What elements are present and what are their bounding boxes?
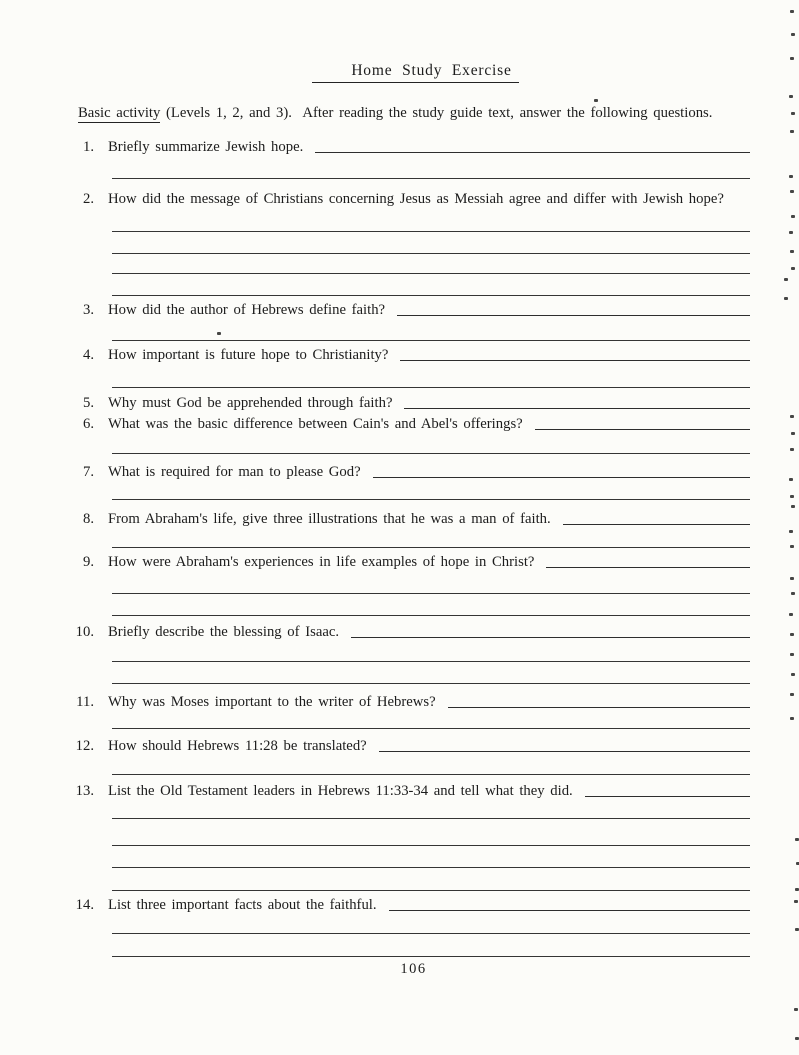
scan-speck bbox=[789, 95, 793, 98]
answer-line bbox=[112, 231, 750, 232]
scan-speck bbox=[794, 1008, 798, 1011]
question-row bbox=[72, 346, 750, 365]
scan-speck bbox=[790, 448, 794, 451]
scan-speck bbox=[789, 175, 793, 178]
question-text: Why was Moses important to the writer of Hebrews? bbox=[108, 694, 436, 710]
question-text: List the Old Testament leaders in Hebrews 11:33-34 and tell what they did. bbox=[108, 783, 573, 799]
answer-line bbox=[112, 547, 750, 548]
question-row bbox=[72, 693, 750, 712]
answer-line bbox=[112, 933, 750, 934]
scan-speck bbox=[795, 888, 799, 891]
question-number: 2. bbox=[82, 191, 94, 207]
answer-line bbox=[112, 867, 750, 868]
answer-line bbox=[373, 477, 750, 478]
page-title bbox=[0, 62, 799, 83]
scan-speck bbox=[789, 478, 793, 481]
intro-text bbox=[78, 104, 754, 123]
question-row bbox=[72, 737, 750, 756]
answer-line bbox=[112, 253, 750, 254]
scan-speck bbox=[790, 495, 794, 498]
answer-line bbox=[546, 567, 750, 568]
answer-line bbox=[315, 152, 750, 153]
answer-line bbox=[112, 956, 750, 957]
question-number: 12. bbox=[75, 738, 94, 754]
scan-speck bbox=[791, 112, 795, 115]
scan-speck bbox=[790, 10, 794, 13]
question-row bbox=[72, 394, 750, 413]
question-number: 14. bbox=[75, 897, 94, 913]
answer-line bbox=[585, 796, 750, 797]
question-text: How were Abraham's experiences in life examples of hope in Christ? bbox=[108, 554, 535, 570]
question-text: How did the message of Christians concerning Jesus as Messiah agree and differ with Jewish hope? bbox=[108, 191, 724, 207]
scan-speck bbox=[790, 130, 794, 133]
answer-line bbox=[535, 429, 750, 430]
scan-speck bbox=[790, 190, 794, 193]
question-row bbox=[72, 782, 750, 801]
question-text: List three important facts about the faithful. bbox=[108, 897, 377, 913]
question-text: How important is future hope to Christianity? bbox=[108, 347, 389, 363]
scan-speck bbox=[790, 57, 794, 60]
scan-speck bbox=[791, 505, 795, 508]
answer-line bbox=[112, 890, 750, 891]
scan-speck bbox=[791, 33, 795, 36]
answer-line bbox=[448, 707, 750, 708]
scan-speck bbox=[790, 653, 794, 656]
answer-line bbox=[112, 728, 750, 729]
question-row bbox=[72, 553, 750, 572]
question-number: 11. bbox=[76, 694, 94, 710]
question-text: Why must God be apprehended through faith? bbox=[108, 395, 393, 411]
question-text: How did the author of Hebrews define faith? bbox=[108, 302, 386, 318]
scan-speck bbox=[784, 297, 788, 300]
question-row bbox=[72, 623, 750, 642]
question-text: From Abraham's life, give three illustrations that he was a man of faith. bbox=[108, 511, 551, 527]
answer-line bbox=[112, 273, 750, 274]
scan-speck bbox=[791, 432, 795, 435]
scan-speck bbox=[789, 530, 793, 533]
answer-line bbox=[112, 661, 750, 662]
scan-speck bbox=[790, 633, 794, 636]
question-row bbox=[72, 138, 750, 157]
scan-speck bbox=[790, 415, 794, 418]
question-row bbox=[72, 510, 750, 529]
scan-speck bbox=[594, 99, 598, 102]
scan-speck bbox=[790, 717, 794, 720]
scan-speck bbox=[795, 1037, 799, 1040]
question-number: 6. bbox=[82, 416, 94, 432]
answer-line bbox=[112, 453, 750, 454]
scan-speck bbox=[217, 332, 221, 335]
answer-line bbox=[112, 818, 750, 819]
answer-line bbox=[112, 340, 750, 341]
scan-speck bbox=[784, 278, 788, 281]
scan-speck bbox=[789, 613, 793, 616]
question-row bbox=[72, 415, 750, 434]
answer-line bbox=[112, 178, 750, 179]
question-number: 13. bbox=[75, 783, 94, 799]
scan-speck bbox=[790, 577, 794, 580]
scan-speck bbox=[791, 267, 795, 270]
question-text: Briefly describe the blessing of Isaac. bbox=[108, 624, 340, 640]
question-text: Briefly summarize Jewish hope. bbox=[108, 139, 304, 155]
intro-rest: (Levels 1, 2, and 3). After reading the study guide text, answer the following questions. bbox=[160, 105, 713, 121]
answer-line bbox=[112, 615, 750, 616]
question-number: 3. bbox=[82, 302, 94, 318]
question-row bbox=[72, 463, 750, 482]
answer-line bbox=[112, 774, 750, 775]
question-text: What was the basic difference between Cain's and Abel's offerings? bbox=[108, 416, 523, 432]
question-number: 4. bbox=[82, 347, 94, 363]
answer-line bbox=[112, 845, 750, 846]
answer-line bbox=[112, 499, 750, 500]
answer-line bbox=[389, 910, 750, 911]
scan-speck bbox=[791, 215, 795, 218]
intro-lead: Basic activity bbox=[78, 105, 161, 121]
scan-speck bbox=[790, 545, 794, 548]
scan-speck bbox=[794, 900, 798, 903]
answer-line bbox=[112, 295, 750, 296]
question-row bbox=[72, 301, 750, 320]
scan-speck bbox=[795, 838, 799, 841]
answer-line bbox=[400, 360, 750, 361]
answer-line bbox=[397, 315, 750, 316]
question-text: How should Hebrews 11:28 be translated? bbox=[108, 738, 367, 754]
question-number: 10. bbox=[75, 624, 94, 640]
answer-line bbox=[404, 408, 750, 409]
scan-speck bbox=[791, 592, 795, 595]
question-text: What is required for man to please God? bbox=[108, 464, 361, 480]
scan-speck bbox=[795, 928, 799, 931]
answer-line bbox=[112, 593, 750, 594]
scan-speck bbox=[790, 693, 794, 696]
scan-speck bbox=[790, 250, 794, 253]
answer-line bbox=[112, 387, 750, 388]
question-number: 5. bbox=[82, 395, 94, 411]
question-number: 8. bbox=[82, 511, 94, 527]
answer-line bbox=[379, 751, 750, 752]
question-row bbox=[72, 190, 750, 209]
question-row bbox=[72, 896, 750, 915]
question-number: 7. bbox=[82, 464, 94, 480]
answer-line bbox=[112, 683, 750, 684]
page-number: 106 bbox=[400, 961, 427, 977]
page-title-text: Home Study Exercise bbox=[312, 62, 518, 83]
scan-speck bbox=[789, 231, 793, 234]
question-number: 1. bbox=[82, 139, 94, 155]
answer-line bbox=[351, 637, 750, 638]
question-number: 9. bbox=[82, 554, 94, 570]
answer-line bbox=[563, 524, 750, 525]
scan-speck bbox=[791, 673, 795, 676]
